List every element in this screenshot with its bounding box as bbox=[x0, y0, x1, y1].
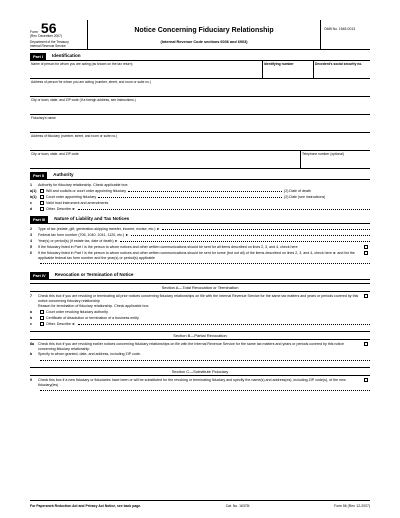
form-footer bbox=[30, 500, 370, 508]
fiduciary-address-field[interactable] bbox=[30, 133, 370, 150]
fiduciary-name-label: Fiduciary's name bbox=[31, 116, 56, 120]
line-6: 6 If the fiduciary listed in Part I is the person to whom notices and other written communications should be sent for some (but not all) of the items described on lines 2, 3, and 4, check here ► and list the applicable federal tax form number and the year(s) or period(s) applicable bbox=[30, 251, 370, 261]
part2-lines bbox=[30, 180, 370, 213]
describe-input-1d[interactable] bbox=[78, 207, 370, 210]
name-row bbox=[30, 61, 370, 79]
part2-title: Authority bbox=[53, 172, 74, 178]
describe-input-7c[interactable] bbox=[78, 322, 370, 325]
address-label: Address of person for whom you are acting (number, street, and room or suite no.) bbox=[31, 80, 152, 84]
address-field[interactable] bbox=[30, 79, 370, 96]
form-id-block bbox=[30, 20, 88, 49]
part4-header bbox=[30, 271, 370, 280]
checkbox-6[interactable] bbox=[364, 251, 368, 255]
cat-number: Cat. No. 16375I bbox=[225, 504, 250, 508]
title-block bbox=[88, 20, 320, 49]
fiduciary-name-row bbox=[30, 115, 370, 133]
form-subtitle: (Internal Revenue Code sections 6036 and 6903) bbox=[160, 39, 248, 44]
dept-irs: Internal Revenue Service bbox=[30, 43, 66, 48]
fiduciary-name-field[interactable] bbox=[30, 115, 370, 132]
line-8b-input[interactable] bbox=[40, 358, 370, 361]
section-a-header: Section A—Total Revocation or Termination bbox=[30, 283, 370, 292]
line-1: 1 Authority for fiduciary relationship. Check applicable box: bbox=[30, 183, 129, 187]
part3-lines bbox=[30, 224, 370, 267]
part3-title: Nature of Liability and Tax Notices bbox=[54, 216, 130, 222]
name-field[interactable] bbox=[30, 61, 262, 78]
fiduciary-address-row bbox=[30, 133, 370, 151]
line-8b: b Specify to whom granted, date, and address, including ZIP code. bbox=[30, 352, 141, 356]
dept-treasury: Department of the Treasury bbox=[30, 39, 69, 44]
line-9: 9 Check this box if a new fiduciary or fiduciaries have been or will be substituted for the revoking or terminating fiduciary and specify the name(s) and address(es), including ZIP code(s), of the new fiduciary(ies) bbox=[30, 378, 370, 388]
fiduciary-city-row bbox=[30, 151, 370, 169]
part1-header bbox=[30, 52, 370, 61]
omb-number: OMB No. 1545-0013 bbox=[320, 20, 370, 49]
checkbox-9[interactable] bbox=[364, 378, 368, 382]
line-7c: c Other. Describe ► bbox=[30, 322, 370, 328]
years-input[interactable] bbox=[120, 239, 370, 242]
ssn-field[interactable] bbox=[313, 61, 370, 78]
fiduciary-city-field[interactable] bbox=[30, 151, 300, 168]
city-field[interactable] bbox=[30, 97, 370, 114]
form-revision: (Rev. December 2007) bbox=[30, 34, 63, 38]
line-7b: b Certificate of dissolution or termination of a business entity bbox=[30, 316, 139, 320]
line-3: 3 Federal tax form number (706, 1040, 1041, 1120, etc.) ► bbox=[30, 233, 370, 239]
line-6-fill bbox=[30, 261, 370, 267]
form-header bbox=[30, 20, 370, 50]
section-b-lines bbox=[30, 342, 370, 364]
checkbox-1d[interactable] bbox=[40, 207, 44, 211]
paperwork-notice: For Paperwork Reduction Act and Privacy Act Notice, see back page. bbox=[30, 504, 142, 508]
line-7-reason: Reason for termination of fiduciary relationship. Check applicable box. bbox=[38, 304, 150, 308]
telephone-field[interactable] bbox=[300, 151, 370, 168]
identifying-number-field[interactable] bbox=[262, 61, 313, 78]
checkbox-7b[interactable] bbox=[40, 316, 44, 320]
line-2: 2 Type of tax (estate, gift, generation-skipping transfer, income, excise, etc.) ► bbox=[30, 227, 370, 233]
address-row bbox=[30, 79, 370, 97]
id-label: Identifying number bbox=[264, 62, 294, 66]
line-9-input[interactable] bbox=[40, 388, 370, 391]
part1-tag: Part I bbox=[30, 53, 46, 60]
checkbox-7a[interactable] bbox=[40, 310, 44, 314]
form-number: 56 bbox=[40, 20, 57, 36]
checkbox-8a[interactable] bbox=[364, 342, 368, 346]
line-7a: a Court order revoking fiduciary authority bbox=[30, 310, 108, 314]
ssn-label: Decedent's social security no. bbox=[315, 62, 363, 66]
fiduciary-address-label: Address of fiduciary (number, street, and room or suite no.) bbox=[31, 134, 118, 138]
line-8a: 8a Check this box if you are revoking earlier notices concerning fiduciary relationships on file with the Internal Revenue Service for the same tax matters and years or periods covered by this notice concerning fiduciary relationship bbox=[30, 342, 370, 352]
city-label: City or town, state, and ZIP code (If a foreign address, see instructions.) bbox=[31, 98, 136, 102]
line-1c: c Valid trust instrument and amendments bbox=[30, 201, 109, 205]
city-row bbox=[30, 97, 370, 115]
section-c-header: Section C—Substitute Fiduciary bbox=[30, 367, 370, 376]
checkbox-1c[interactable] bbox=[40, 201, 44, 205]
line-7: 7 Check this box if you are revoking or terminating all prior notices concerning fiduciary relationships on file with the Internal Revenue Service for the same tax matters and years or periods covered by this notice concerning fiduciary relationship bbox=[30, 294, 370, 304]
section-c-lines bbox=[30, 378, 370, 394]
form-title: Notice Concerning Fiduciary Relationship bbox=[134, 27, 274, 34]
line-1b: b(1) Court order appointing fiduciary (2) Date (see instructions) bbox=[30, 195, 326, 199]
line-4: 4 Year(s) or period(s) (if estate tax, date of death) ► bbox=[30, 239, 370, 245]
line-9-fill bbox=[30, 388, 370, 394]
phone-label: Telephone number (optional) bbox=[302, 152, 344, 156]
line-6-input[interactable] bbox=[40, 261, 370, 264]
tax-type-input[interactable] bbox=[162, 227, 370, 230]
line-1a: a(1) Will and codicils or court order appointing fiduciary (2) Date of death bbox=[30, 189, 311, 193]
part4-tag: Part IV bbox=[30, 272, 49, 279]
part3-header bbox=[30, 215, 370, 224]
checkbox-7[interactable] bbox=[364, 294, 368, 298]
part1-title: Identification bbox=[52, 53, 81, 59]
section-b-header: Section B—Partial Revocation bbox=[30, 331, 370, 340]
part3-tag: Part III bbox=[30, 216, 48, 223]
line-5: 5 If the fiduciary listed in Part I is the person to whom notices and other written communications should be sent for all items described on lines 2, 3, and 4, check here bbox=[30, 245, 370, 251]
name-label: Name of person for whom you are acting (as shown on the tax return) bbox=[31, 62, 133, 66]
form-word: Form bbox=[30, 30, 38, 34]
section-a-lines bbox=[30, 294, 370, 328]
checkbox-7c[interactable] bbox=[40, 322, 44, 326]
checkbox-1a[interactable] bbox=[40, 189, 44, 193]
checkbox-1b[interactable] bbox=[40, 195, 44, 199]
line-1d: d Other. Describe ► bbox=[30, 207, 370, 213]
form-number-input[interactable] bbox=[131, 233, 370, 236]
form-footer-id: Form 56 (Rev. 12-2007) bbox=[334, 504, 370, 508]
part4-title: Revocation or Termination of Notice bbox=[54, 272, 134, 278]
fiduciary-city-label: City or town, state, and ZIP code bbox=[31, 152, 79, 156]
checkbox-5[interactable] bbox=[364, 245, 368, 249]
part2-tag: Part II bbox=[30, 172, 47, 179]
line-8b-fill bbox=[30, 358, 370, 364]
part2-header bbox=[30, 171, 370, 180]
